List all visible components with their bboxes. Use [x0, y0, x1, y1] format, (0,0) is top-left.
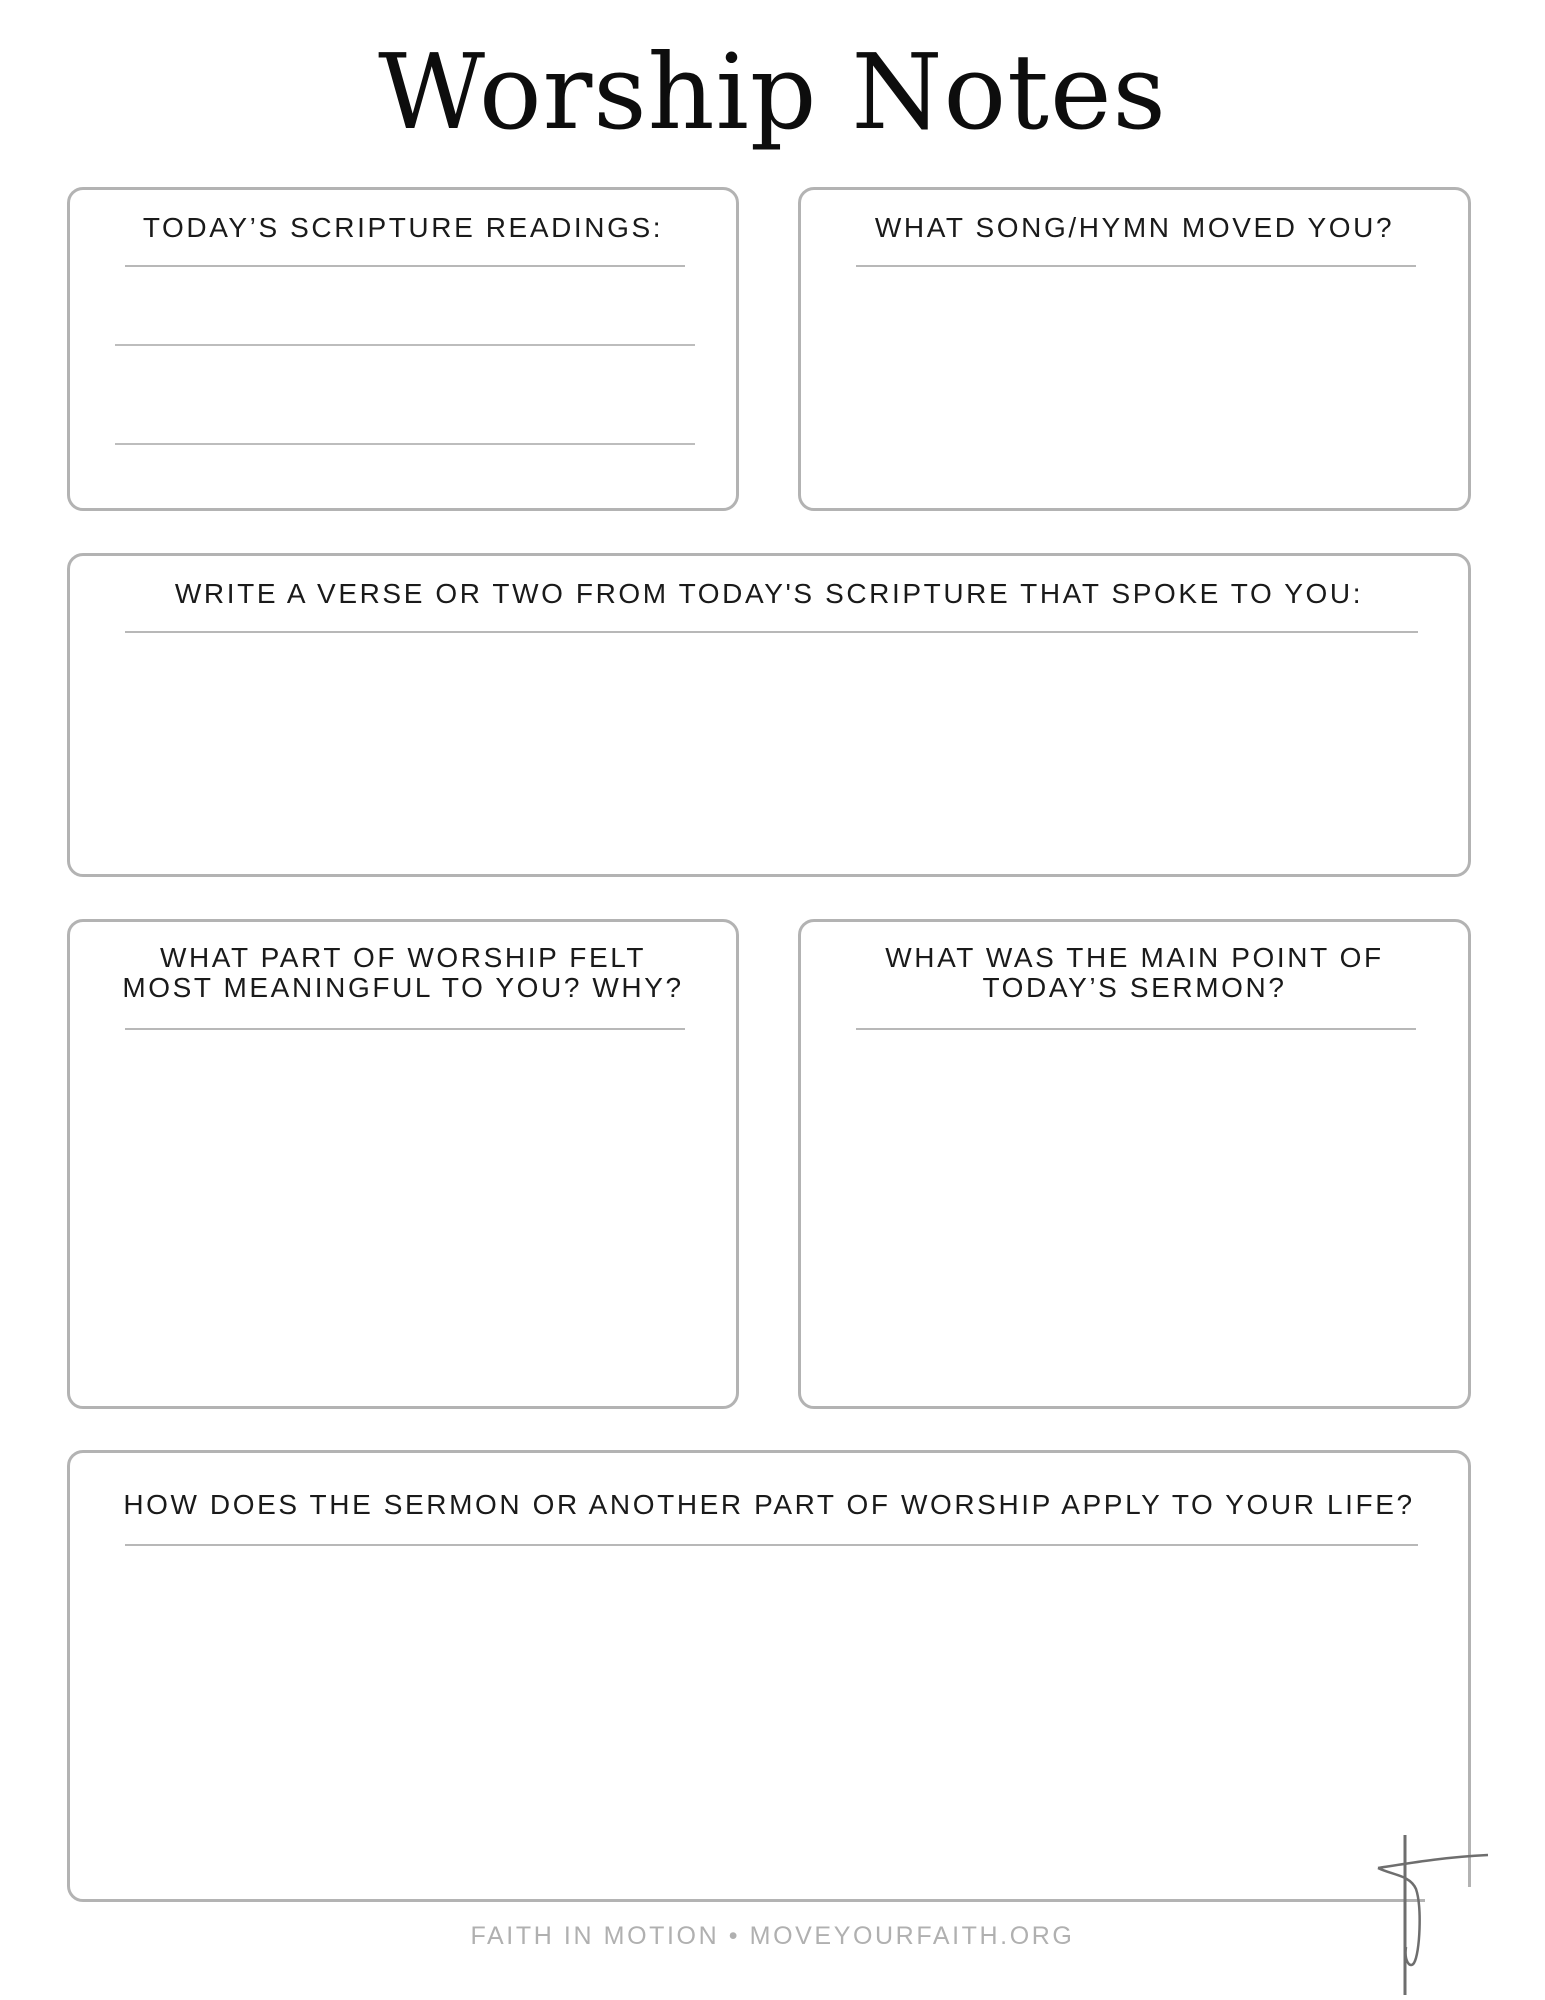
meaningful-part-heading-line-2: MOST MEANINGFUL TO YOU? WHY?: [122, 972, 684, 1003]
scripture-reading-line-1[interactable]: [115, 344, 695, 346]
apply-heading: HOW DOES THE SERMON OR ANOTHER PART OF WORSHIP APPLY TO YOUR LIFE?: [123, 1489, 1415, 1520]
main-point-box[interactable]: [798, 919, 1471, 1409]
cross-logo-icon: [1370, 1835, 1500, 1995]
scripture-readings-heading: TODAY’S SCRIPTURE READINGS:: [142, 212, 664, 243]
page-title: Worship Notes: [378, 31, 1167, 153]
apply-box[interactable]: [67, 1450, 1471, 1902]
main-point-heading-line-2: TODAY’S SERMON?: [982, 972, 1287, 1003]
heading-divider: [125, 265, 685, 267]
verse-heading: WRITE A VERSE OR TWO FROM TODAY'S SCRIPTURE THAT SPOKE TO YOU:: [174, 578, 1364, 609]
song-hymn-box[interactable]: [798, 187, 1471, 511]
scripture-reading-line-2[interactable]: [115, 443, 695, 445]
scripture-readings-box: [67, 187, 739, 511]
meaningful-part-heading-line-1: WHAT PART OF WORSHIP FELT: [159, 942, 647, 973]
heading-divider: [856, 265, 1416, 267]
heading-divider: [125, 1028, 685, 1030]
meaningful-part-box[interactable]: [67, 919, 739, 1409]
heading-divider: [125, 1544, 1418, 1546]
song-hymn-heading: WHAT SONG/HYMN MOVED YOU?: [874, 212, 1395, 243]
heading-divider: [856, 1028, 1416, 1030]
verse-box[interactable]: [67, 553, 1471, 877]
main-point-heading-line-1: WHAT WAS THE MAIN POINT OF: [885, 942, 1384, 973]
footer-text: FAITH IN MOTION • MOVEYOURFAITH.ORG: [470, 1922, 1075, 1950]
heading-divider: [125, 631, 1418, 633]
